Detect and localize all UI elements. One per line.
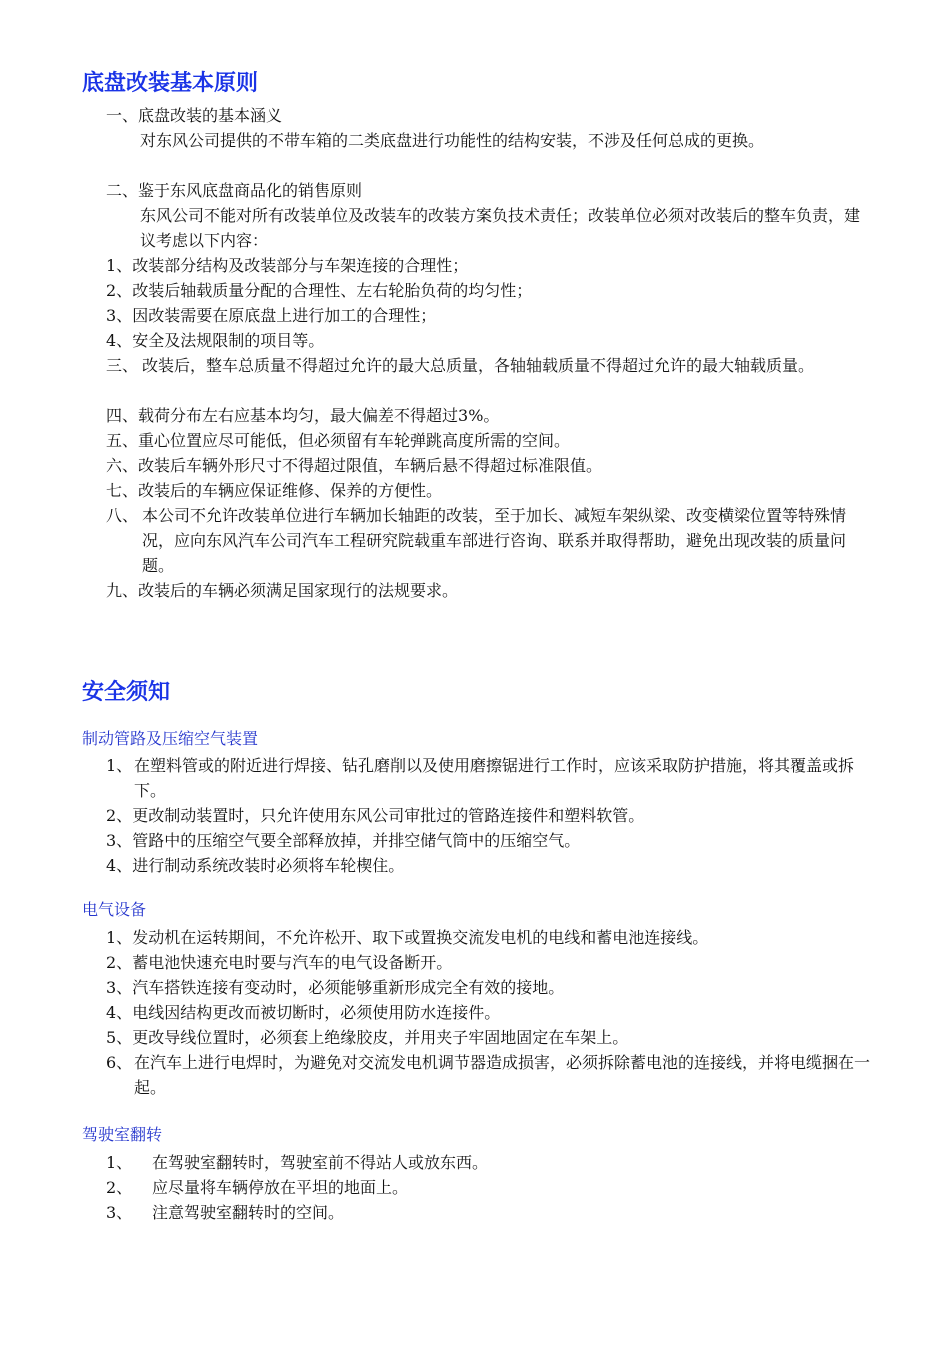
item-marker: 3、	[106, 831, 133, 850]
item-text: 改装部分结构及改装部分与车架连接的合理性；	[132, 256, 469, 275]
subsection-title-brake: 制动管路及压缩空气装置	[82, 729, 259, 748]
list-item	[106, 1200, 344, 1225]
item-marker: 6、	[106, 1053, 133, 1072]
section-title-chassis-principles: 底盘改装基本原则	[82, 71, 259, 96]
item-text: 底盘改装的基本涵义	[138, 106, 283, 125]
item-marker: 5、	[106, 1028, 133, 1047]
section-title-safety: 安全须知	[82, 680, 171, 705]
item-text: 电线因结构更改而被切断时，必须使用防水连接件。	[132, 1003, 501, 1022]
item-text: 改装后的车辆应保证维修、保养的方便性。	[138, 481, 443, 500]
list-item	[106, 428, 570, 453]
item-marker: 2、	[106, 1178, 133, 1197]
item-text: 重心位置应尽可能低，但必须留有车轮弹跳高度所需的空间。	[138, 431, 571, 450]
item-text: 在汽车上进行电焊时，为避免对交流发电机调节器造成损害，必须拆除蓄电池的连接线，并将电缆捆在一起。	[134, 1053, 871, 1097]
item-marker: 九、	[106, 581, 139, 600]
item-marker: 1、	[106, 1153, 133, 1172]
item-text: 改装后轴载质量分配的合理性、左右轮胎负荷的均匀性；	[132, 281, 533, 300]
item-text: 更改制动装置时，只允许使用东风公司审批过的管路连接件和塑料软管。	[132, 806, 645, 825]
list-item	[106, 975, 564, 1000]
item-marker: 一、	[106, 106, 139, 125]
item-marker: 1、	[106, 256, 133, 275]
item-marker: 二、	[106, 181, 139, 200]
item-marker: 4、	[106, 1003, 133, 1022]
item-text: 汽车搭铁连接有变动时，必须能够重新形成完全有效的接地。	[132, 978, 565, 997]
list-item	[106, 103, 282, 128]
item-text: 管路中的压缩空气要全部释放掉，并排空储气筒中的压缩空气。	[132, 831, 581, 850]
list-item	[106, 1025, 628, 1050]
list-item	[106, 1150, 488, 1175]
list-item	[106, 950, 452, 975]
list-item	[106, 303, 436, 328]
list-item	[106, 925, 708, 950]
item-text: 鉴于东风底盘商品化的销售原则	[138, 181, 363, 200]
item-marker: 1、	[106, 756, 133, 775]
list-item	[106, 1000, 500, 1025]
subsection-title-electric: 电气设备	[82, 900, 147, 919]
item-marker: 四、	[106, 406, 139, 425]
item-text: 改装后车辆外形尺寸不得超过限值，车辆后悬不得超过标准限值。	[138, 456, 603, 475]
item-marker: 三、	[106, 356, 139, 375]
item-text: 应尽量将车辆停放在平坦的地面上。	[152, 1178, 409, 1197]
item-marker: 八、	[106, 506, 139, 525]
item-text: 发动机在运转期间，不允许松开、取下或置换交流发电机的电线和蓄电池连接线。	[132, 928, 709, 947]
item-marker: 2、	[106, 281, 133, 300]
item-marker: 4、	[106, 856, 133, 875]
item-marker: 3、	[106, 306, 133, 325]
list-item	[106, 1050, 872, 1100]
item-marker: 3、	[106, 1203, 133, 1222]
paragraph: 对东风公司提供的不带车箱的二类底盘进行功能性的结构安装，不涉及任何总成的更换。	[140, 131, 765, 150]
item-text: 蓄电池快速充电时要与汽车的电气设备断开。	[132, 953, 453, 972]
item-marker: 3、	[106, 978, 133, 997]
paragraph: 东风公司不能对所有改装单位及改装车的改装方案负技术责任；改装单位必须对改装后的整车负责，建议考虑以下内容：	[140, 206, 861, 250]
item-marker: 2、	[106, 953, 133, 972]
item-text: 载荷分布左右应基本均匀，最大偏差不得超过3%。	[138, 406, 500, 425]
list-item	[106, 803, 644, 828]
list-item	[106, 253, 468, 278]
item-marker: 七、	[106, 481, 139, 500]
list-item	[106, 853, 404, 878]
item-text: 因改装需要在原底盘上进行加工的合理性；	[132, 306, 437, 325]
item-text: 改装后，整车总质量不得超过允许的最大总质量，各轴轴载质量不得超过允许的最大轴载质量。	[142, 356, 815, 375]
item-text: 本公司不允许改装单位进行车辆加长轴距的改装，至于加长、减短车架纵梁、改变横梁位置等特殊情况，应向东风汽车公司汽车工程研究院载重车部进行咨询、联系并取得帮助，避免出现改装的质量问题。	[142, 506, 847, 575]
item-text: 改装后的车辆必须满足国家现行的法规要求。	[138, 581, 459, 600]
list-item	[106, 478, 442, 503]
item-text: 进行制动系统改装时必须将车轮楔住。	[132, 856, 405, 875]
list-item	[106, 353, 872, 378]
list-item	[106, 578, 458, 603]
list-item	[106, 328, 324, 353]
list-item	[106, 1175, 408, 1200]
item-text: 在驾驶室翻转时，驾驶室前不得站人或放东西。	[152, 1153, 489, 1172]
list-item	[106, 753, 872, 803]
list-item	[106, 453, 602, 478]
list-item	[106, 503, 872, 578]
item-marker: 2、	[106, 806, 133, 825]
list-item	[106, 278, 532, 303]
item-marker: 1、	[106, 928, 133, 947]
list-item	[106, 828, 580, 853]
item-marker: 4、	[106, 331, 133, 350]
item-marker: 五、	[106, 431, 139, 450]
item-marker: 六、	[106, 456, 139, 475]
item-text: 安全及法规限制的项目等。	[132, 331, 325, 350]
list-item	[106, 403, 499, 428]
subsection-title-cab: 驾驶室翻转	[82, 1125, 163, 1144]
item-text: 在塑料管或的附近进行焊接、钻孔磨削以及使用磨擦锯进行工作时，应该采取防护措施，将其覆盖或拆下。	[134, 756, 855, 800]
item-text: 更改导线位置时，必须套上绝缘胶皮，并用夹子牢固地固定在车架上。	[132, 1028, 629, 1047]
list-item	[106, 178, 362, 203]
item-text: 注意驾驶室翻转时的空间。	[152, 1203, 345, 1222]
